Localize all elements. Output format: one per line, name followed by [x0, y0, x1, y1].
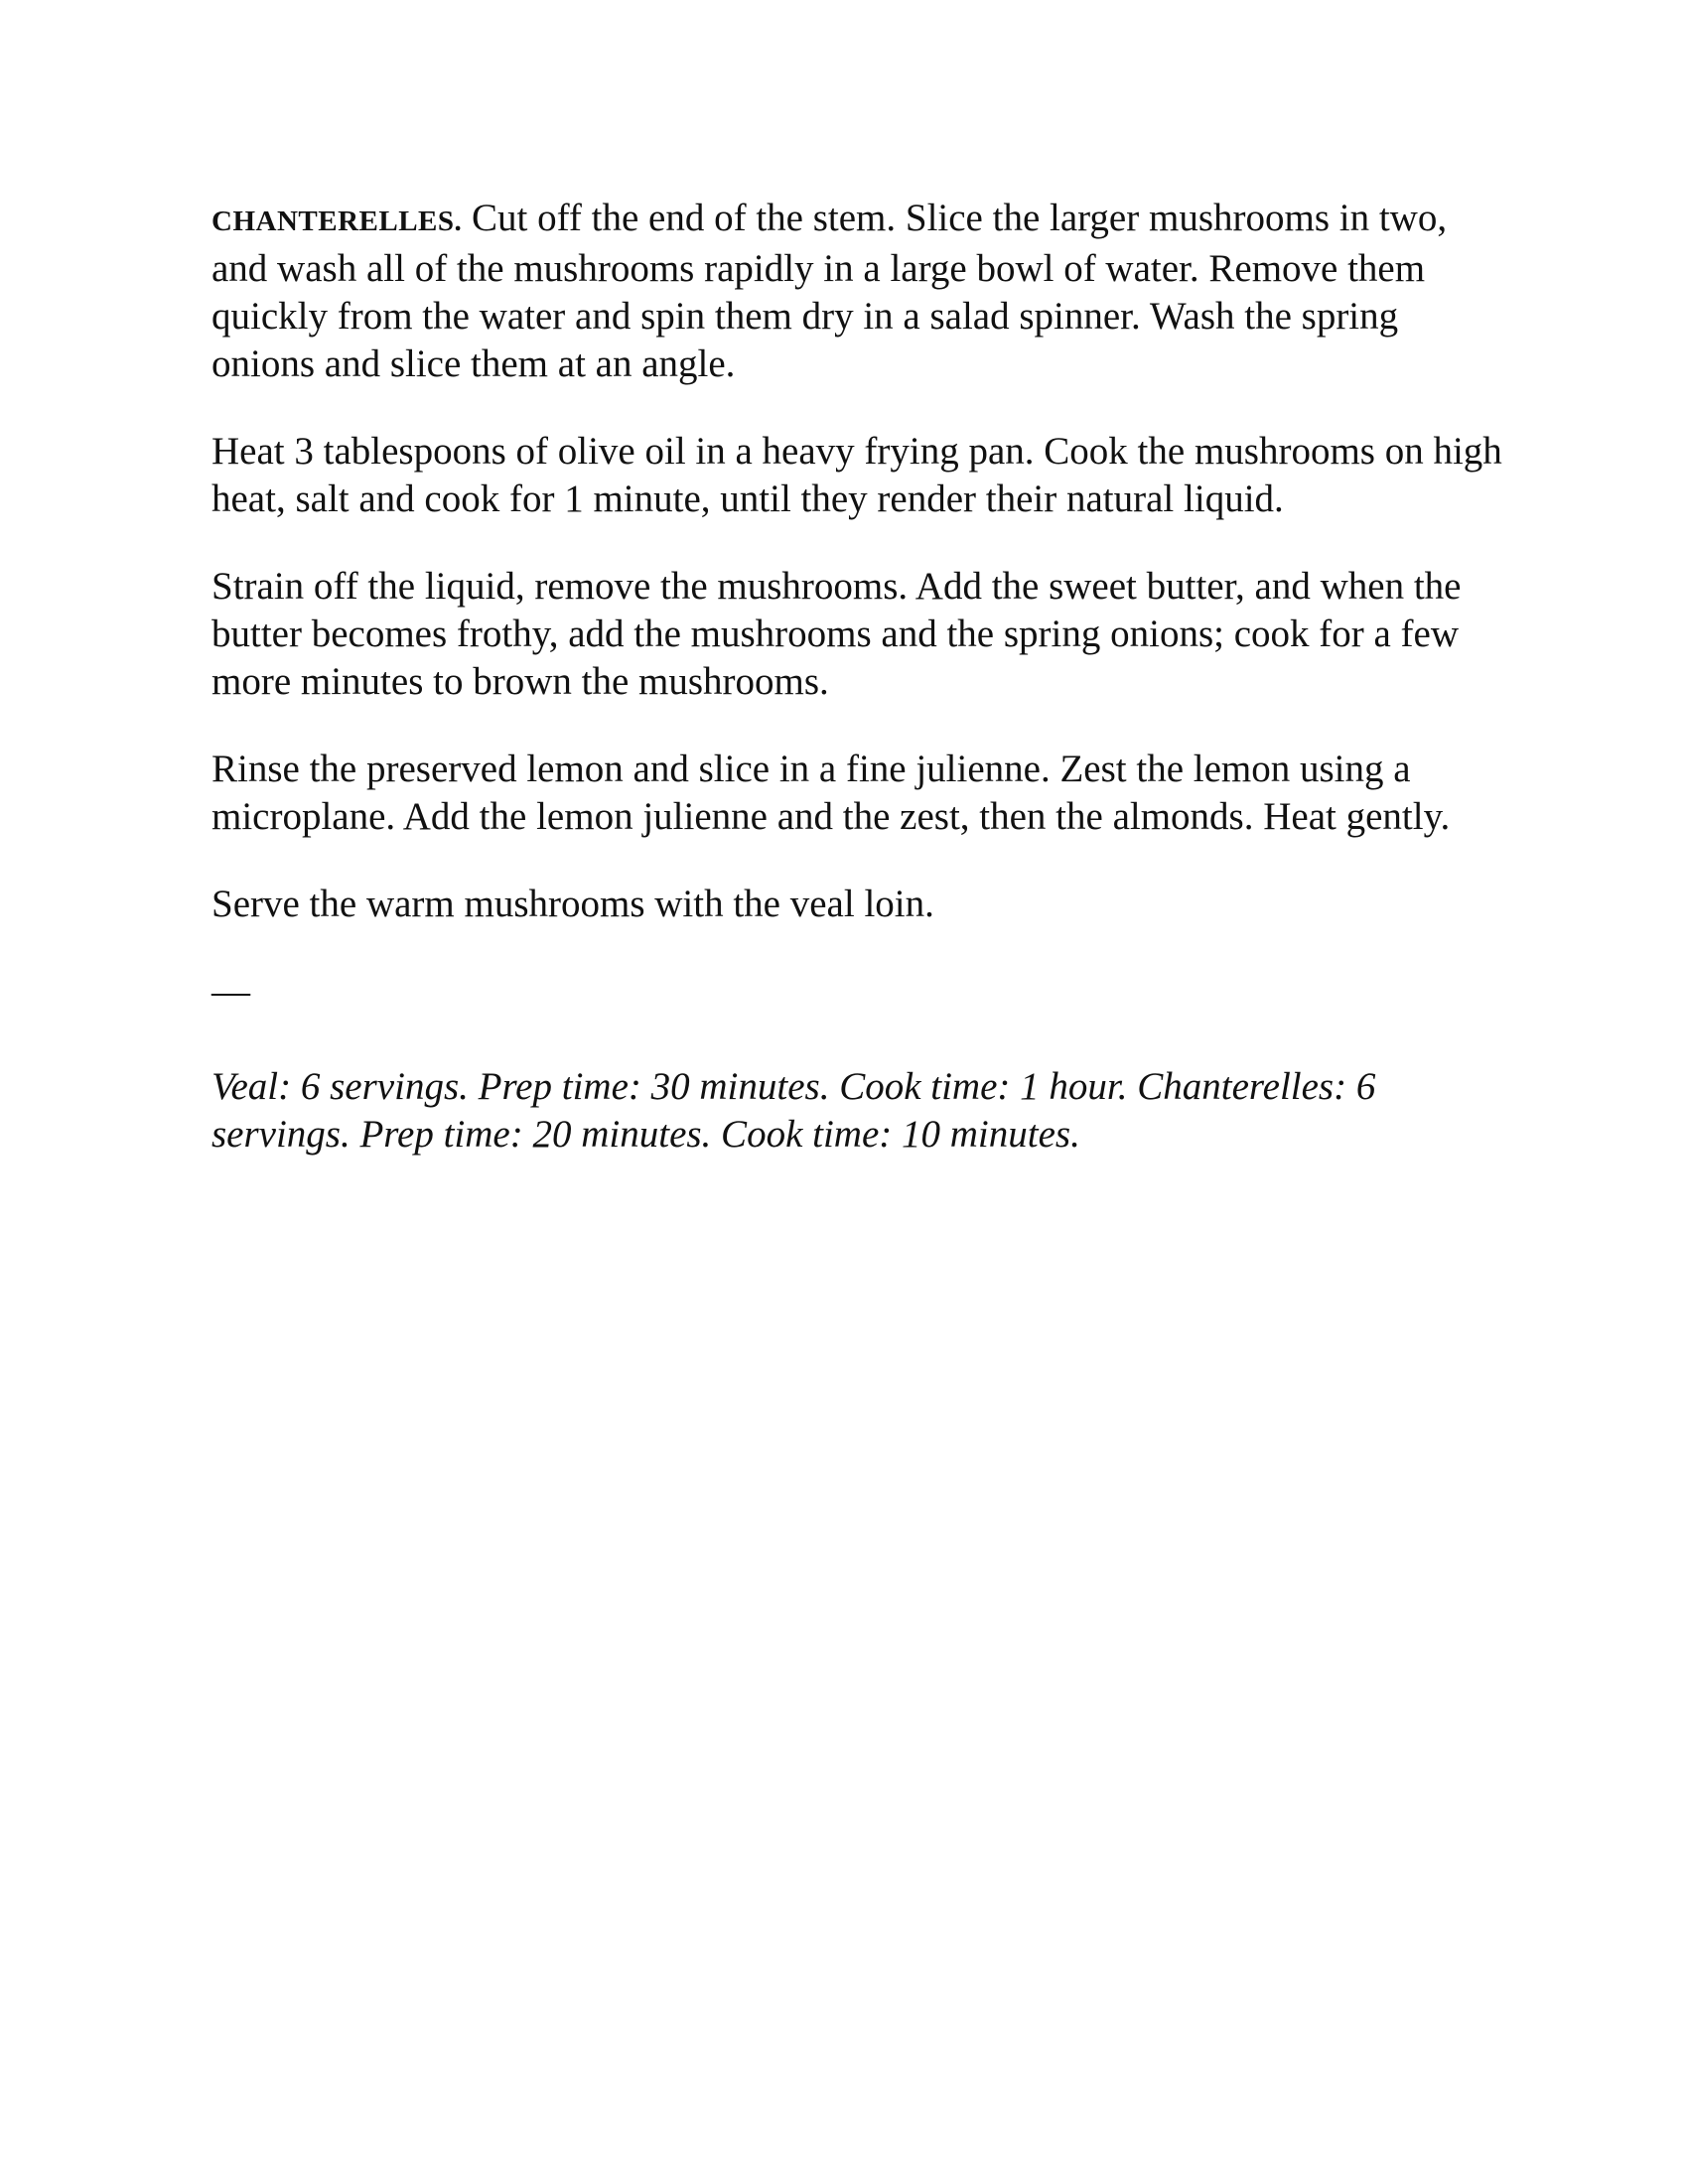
paragraph-lemon-almonds: Rinse the preserved lemon and slice in a fine julienne. Zest the lemon using a microplane. Add the lemon julienne and the zest, then the almonds. Heat gently. [211, 748, 1451, 838]
separator-dash: — [211, 970, 250, 1013]
recipe-page [211, 195, 1502, 1159]
paragraph-serve: Serve the warm mushrooms with the veal loin. [211, 883, 934, 925]
servings-footer: Veal: 6 servings. Prep time: 30 minutes. Cook time: 1 hour. Chanterelles: 6 servings. Prep time: 20 minutes. Cook time: 10 minutes. [211, 1065, 1376, 1156]
section-lead-chanterelles: CHANTERELLES. [211, 205, 463, 237]
paragraph-strain-butter: Strain off the liquid, remove the mushrooms. Add the sweet butter, and when the butter becomes frothy, add the mushrooms and the spring onions; cook for a few more minutes to brown the mushrooms. [211, 565, 1462, 703]
paragraph-chanterelles-prep [211, 195, 1502, 388]
paragraph-cook-mushrooms: Heat 3 tablespoons of olive oil in a heavy frying pan. Cook the mushrooms on high heat, salt and cook for 1 minute, until they render their natural liquid. [211, 430, 1502, 520]
paragraph-text: Cut off the end of the stem. Slice the larger mushrooms in two, and wash all of the mushrooms rapidly in a large bowl of water. Remove them quickly from the water and spin them dry in a salad spinner. Wash the spring onions and slice them at an angle. [211, 197, 1448, 385]
